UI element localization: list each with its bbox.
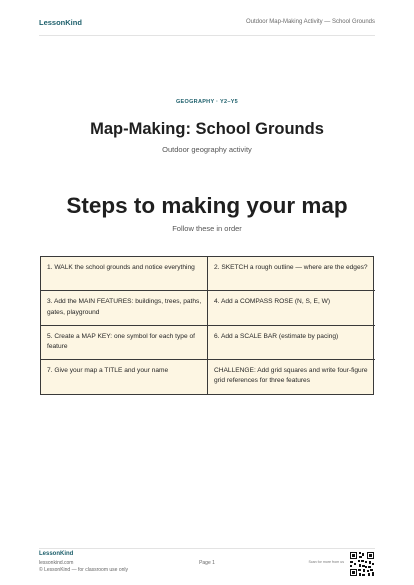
qr-caption: Scan for more from us: [308, 560, 344, 564]
page-subtitle: Outdoor geography activity: [162, 145, 252, 154]
section-title: Steps to making your map: [66, 193, 348, 218]
document-title: Outdoor Map-Making Activity — School Grounds: [245, 19, 375, 25]
footer-copyright: © LessonKind — for classroom use only: [39, 567, 129, 573]
step-cell: 1. WALK the school grounds and notice everything: [41, 257, 208, 291]
page-number: Page 1: [199, 560, 215, 566]
step-cell: 7. Give your map a TITLE and your name: [41, 360, 208, 394]
steps-grid: [40, 256, 374, 395]
footer-divider: [39, 548, 375, 549]
step-cell: 6. Add a SCALE BAR (estimate by pacing): [208, 326, 375, 360]
brand-logo-text: LessonKind: [39, 17, 82, 27]
qr-code-icon[interactable]: [349, 551, 375, 577]
challenge-cell: CHALLENGE: Add grid squares and write four-figure grid references for three features: [214, 366, 368, 385]
page-title: Map-Making: School Grounds: [90, 120, 324, 138]
step-cell: 4. Add a COMPASS ROSE (N, S, E, W): [208, 291, 375, 325]
page-header: [39, 15, 375, 36]
footer-website-link[interactable]: lessonkind.com: [39, 560, 74, 566]
step-cell: 3. Add the MAIN FEATURES: buildings, trees, paths, gates, playground: [41, 291, 208, 325]
section-subtitle: Follow these in order: [172, 224, 242, 233]
step-cell: 5. Create a MAP KEY: one symbol for each type of feature: [41, 326, 208, 360]
footer-brand: LessonKind: [39, 551, 74, 557]
step-cell: 2. SKETCH a rough outline — where are the edges?: [208, 257, 375, 291]
subject-tag: GEOGRAPHY · Y2–Y5: [175, 99, 239, 105]
